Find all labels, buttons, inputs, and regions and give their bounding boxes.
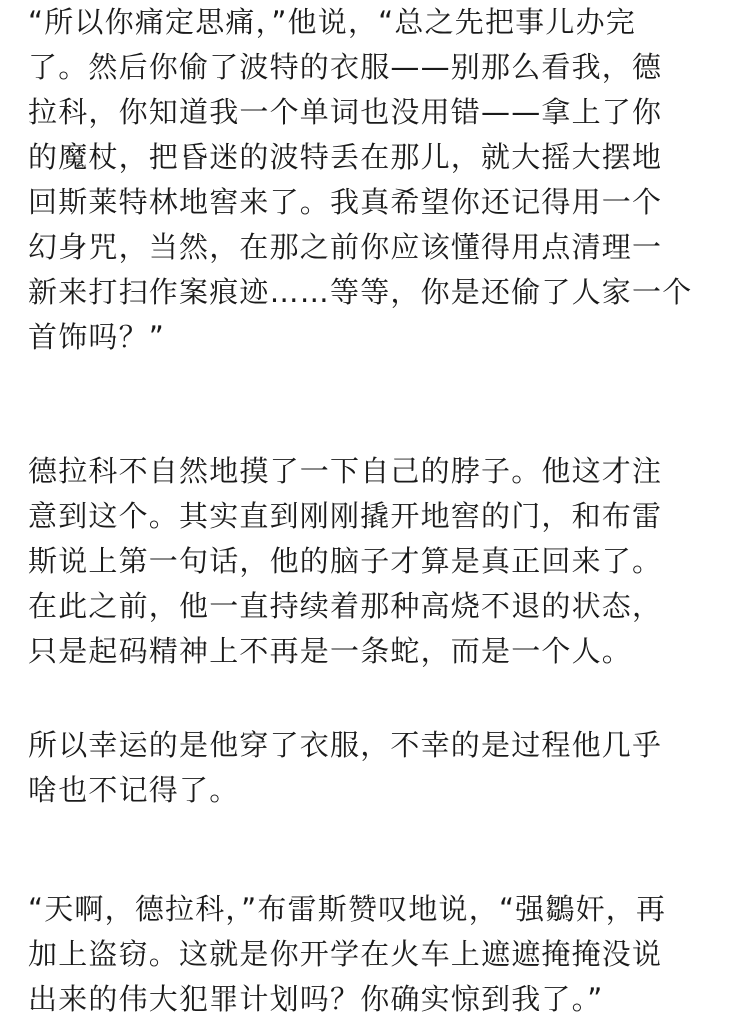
text-line: “天啊，德拉科，”布雷斯赞叹地说，“强鶵奸，再 bbox=[28, 892, 667, 926]
text-line: 首饰吗？” bbox=[28, 320, 166, 354]
text-line: 意到这个。其实直到刚刚撬开地窖的门，和布雷 bbox=[28, 499, 663, 533]
paragraph-1 bbox=[28, 0, 708, 360]
paragraph-4 bbox=[28, 887, 708, 1022]
text-line: 啥也不记得了。 bbox=[28, 773, 240, 807]
text-line: “所以你痛定思痛，”他说，“总之先把事儿办完 bbox=[28, 5, 636, 39]
text-line: 所以幸运的是他穿了衣服，不幸的是过程他几乎 bbox=[28, 728, 663, 762]
text-line: 德拉科不自然地摸了一下自己的脖子。他这才注 bbox=[28, 454, 663, 488]
text-line: 了。然后你偷了波特的衣服——别那么看我，德 bbox=[28, 50, 663, 84]
text-line: 在此之前，他一直持续着那种高烧不退的状态， bbox=[28, 589, 663, 623]
text-line: 出来的伟大犯罪计划吗？你确实惊到我了。” bbox=[28, 982, 604, 1016]
text-line: 只是起码精神上不再是一条蛇，而是一个人。 bbox=[28, 634, 633, 668]
text-line: 新来打扫作案痕迹……等等，你是还偷了人家一个 bbox=[28, 275, 693, 309]
paragraph-2 bbox=[28, 449, 708, 674]
text-line: 斯说上第一句话，他的脑子才算是真正回来了。 bbox=[28, 544, 663, 578]
text-line: 回斯莱特林地窖来了。我真希望你还记得用一个 bbox=[28, 185, 663, 219]
text-line: 拉科，你知道我一个单词也没用错——拿上了你 bbox=[28, 95, 663, 129]
text-line: 幻身咒，当然，在那之前你应该懂得用点清理一 bbox=[28, 230, 663, 264]
text-line: 的魔杖，把昏迷的波特丢在那儿，就大摇大摆地 bbox=[28, 140, 663, 174]
paragraph-3 bbox=[28, 723, 708, 813]
text-line: 加上盗窃。这就是你开学在火车上遮遮掩掩没说 bbox=[28, 937, 663, 971]
